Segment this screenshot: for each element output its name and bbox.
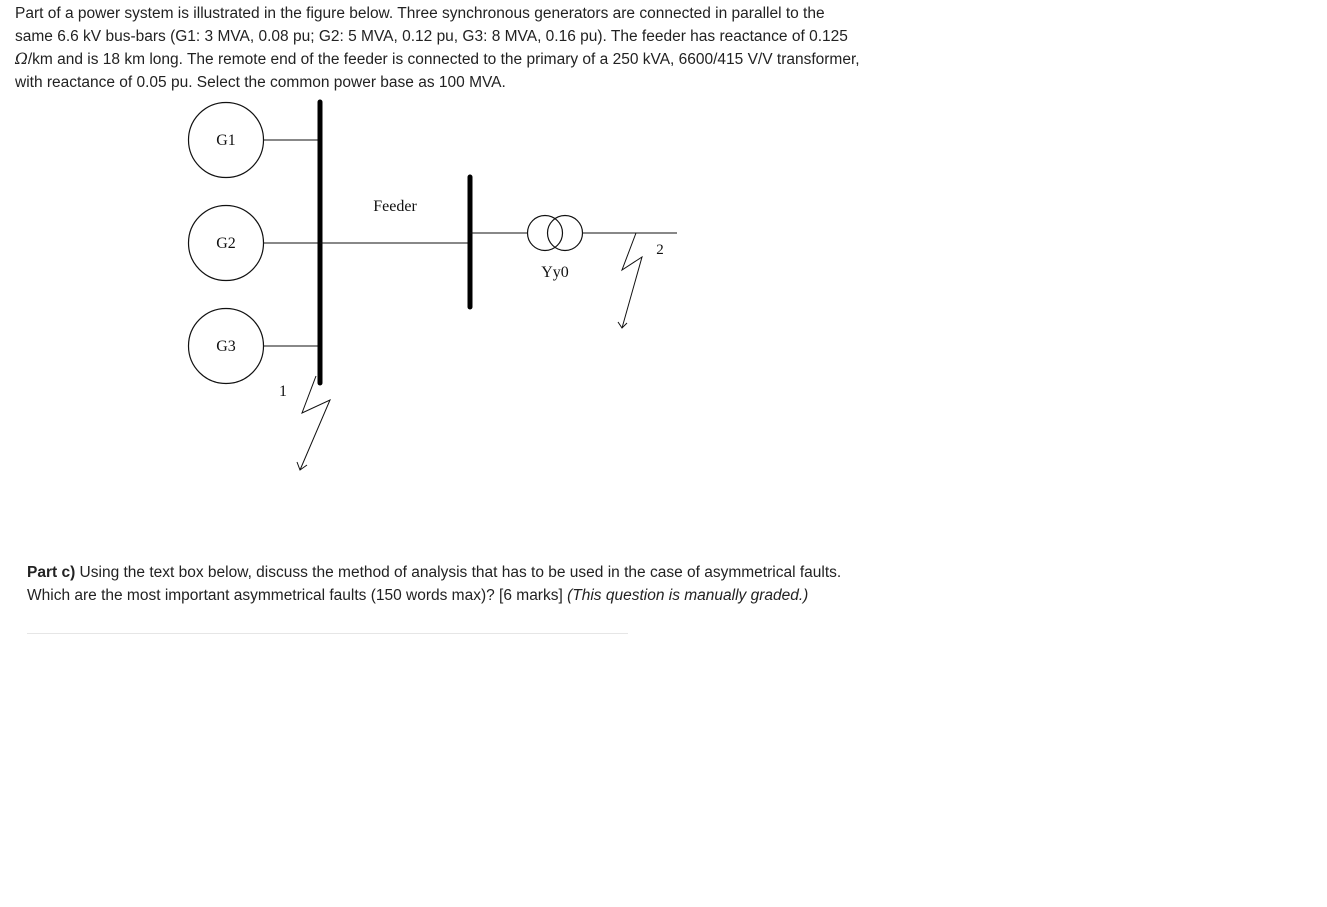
generator-g1 — [189, 103, 264, 178]
transformer — [528, 216, 583, 251]
fault-2-label: 2 — [656, 242, 664, 258]
omega-symbol: Ω — [15, 50, 28, 68]
problem-text-part2: /km and is 18 km long. The remote end of the feeder is connected to the primary of a 250 kVA, 6600/415 V/V transformer, with reactance of 0.05 pu. Select the common power base as 100 MVA. — [15, 51, 860, 91]
question-text: Using the text box below, discuss the method of analysis that has to be used in the case of asymmetrical faults. Which are the most important asymmetrical faults (150 words max)? [6 marks] — [27, 564, 842, 604]
transformer-label: Yy0 — [541, 264, 569, 281]
question-lead: Part c) — [27, 564, 76, 581]
fault-symbol-1 — [297, 376, 330, 470]
question-note: (This question is manually graded.) — [567, 587, 809, 604]
generator-g1-label: G1 — [216, 132, 236, 149]
problem-text-part1: Part of a power system is illustrated in the figure below. Three synchronous generators are connected in parallel to the same 6.6 kV bus-bars (G1: 3 MVA, 0.08 pu; G2: 5 MVA, 0.12 pu, G3: 8 MVA, 0.16 pu). The feeder has reactance of 0.125 — [15, 5, 848, 45]
generator-g3 — [189, 309, 264, 384]
fault-symbol-2 — [618, 233, 642, 328]
fault-1-label: 1 — [279, 383, 287, 400]
generator-g2-label: G2 — [216, 235, 236, 252]
generator-g2 — [189, 206, 264, 281]
generator-g3-label: G3 — [216, 338, 236, 355]
question-part-c — [27, 561, 847, 607]
answer-box-divider — [27, 633, 628, 634]
feeder-label: Feeder — [373, 198, 417, 215]
